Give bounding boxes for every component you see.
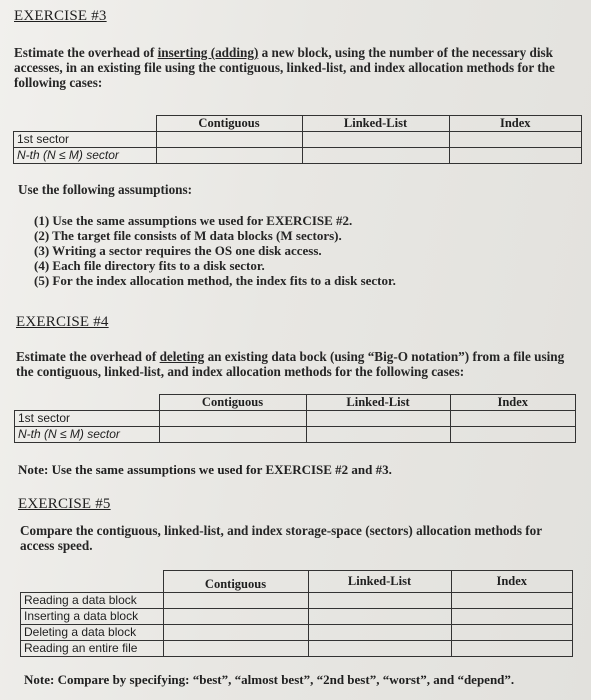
assumptions-list xyxy=(34,213,396,288)
table-cell xyxy=(308,641,451,657)
table-cell xyxy=(451,609,573,625)
list-item: (3) Writing a sector requires the OS one disk access. xyxy=(34,243,322,258)
table-cell xyxy=(163,625,308,641)
table-row xyxy=(15,427,576,443)
row-label: Reading a data block xyxy=(21,593,164,609)
table-cell xyxy=(159,427,306,443)
table-cell xyxy=(308,609,451,625)
column-header: Contiguous xyxy=(156,116,302,132)
exercise-4-note: Note: Use the same assumptions we used for EXERCISE #2 and #3. xyxy=(18,462,392,477)
table-cell xyxy=(450,427,576,443)
list-item: (4) Each file directory fits to a disk sector. xyxy=(34,258,265,273)
table-cell xyxy=(163,641,308,657)
table-header-row xyxy=(21,571,573,593)
exercise-4-title: EXERCISE #4 xyxy=(16,314,109,330)
column-header: Index xyxy=(451,571,573,593)
assumptions-title: Use the following assumptions: xyxy=(18,182,193,197)
table-cell xyxy=(306,411,450,427)
column-header: Linked-List xyxy=(308,571,451,593)
column-header: Index xyxy=(450,395,576,411)
list-item: (5) For the index allocation method, the index fits to a disk sector. xyxy=(34,273,396,288)
column-header: Index xyxy=(449,116,582,132)
table-cell xyxy=(302,148,449,164)
row-label: 1st sector xyxy=(15,411,160,427)
column-header: Contiguous xyxy=(163,571,308,593)
table-cell xyxy=(156,132,302,148)
table-row xyxy=(14,132,582,148)
row-label: Reading an entire file xyxy=(21,641,164,657)
table-cell xyxy=(308,593,451,609)
row-label: N-th (N ≤ M) sector xyxy=(14,148,157,164)
row-label: N-th (N ≤ M) sector xyxy=(15,427,160,443)
table-cell xyxy=(308,625,451,641)
exercise-5-note: Note: Compare by specifying: “best”, “almost best”, “2nd best”, “worst”, and “depend”. xyxy=(24,672,515,687)
table-cell xyxy=(449,148,582,164)
row-label: Deleting a data block xyxy=(21,625,164,641)
exercise-5-table xyxy=(20,570,573,657)
exercise-4-intro: Estimate the overhead of deleting an existing data bock (using “Big-O notation”) from a file using the contiguous, linked-list, and index allocation methods for the following cases: xyxy=(16,349,565,379)
row-label: Inserting a data block xyxy=(21,609,164,625)
table-row xyxy=(21,593,573,609)
table-cell xyxy=(302,132,449,148)
exercise-4-table xyxy=(14,394,576,443)
column-header: Contiguous xyxy=(159,395,306,411)
table-header-row xyxy=(15,395,576,411)
table-cell xyxy=(449,132,582,148)
table-row xyxy=(15,411,576,427)
exercise-3-title: EXERCISE #3 xyxy=(14,8,107,24)
exercise-3-intro: Estimate the overhead of inserting (adding) a new block, using the number of the necessary disk accesses, in an existing file using the contiguous, linked-list, and index allocation methods for the following cases: xyxy=(14,45,555,90)
table-cell xyxy=(450,411,576,427)
table-row xyxy=(21,609,573,625)
list-item: (1) Use the same assumptions we used for EXERCISE #2. xyxy=(34,213,353,228)
table-row xyxy=(21,641,573,657)
column-header: Linked-List xyxy=(306,395,450,411)
table-corner xyxy=(14,116,157,132)
table-row xyxy=(14,148,582,164)
table-cell xyxy=(163,593,308,609)
exercise-5-title: EXERCISE #5 xyxy=(18,496,111,512)
table-cell xyxy=(451,625,573,641)
row-label: 1st sector xyxy=(14,132,157,148)
exercise-5-intro: Compare the contiguous, linked-list, and index storage-space (sectors) allocation methods for access speed. xyxy=(20,523,542,553)
exercise-3-table xyxy=(13,115,582,164)
table-cell xyxy=(451,641,573,657)
table-corner xyxy=(21,571,164,593)
list-item: (2) The target file consists of M data blocks (M sectors). xyxy=(34,228,342,243)
table-cell xyxy=(306,427,450,443)
table-cell xyxy=(163,609,308,625)
table-row xyxy=(21,625,573,641)
table-cell xyxy=(451,593,573,609)
table-corner xyxy=(15,395,160,411)
table-cell xyxy=(156,148,302,164)
table-cell xyxy=(159,411,306,427)
column-header: Linked-List xyxy=(302,116,449,132)
table-header-row xyxy=(14,116,582,132)
